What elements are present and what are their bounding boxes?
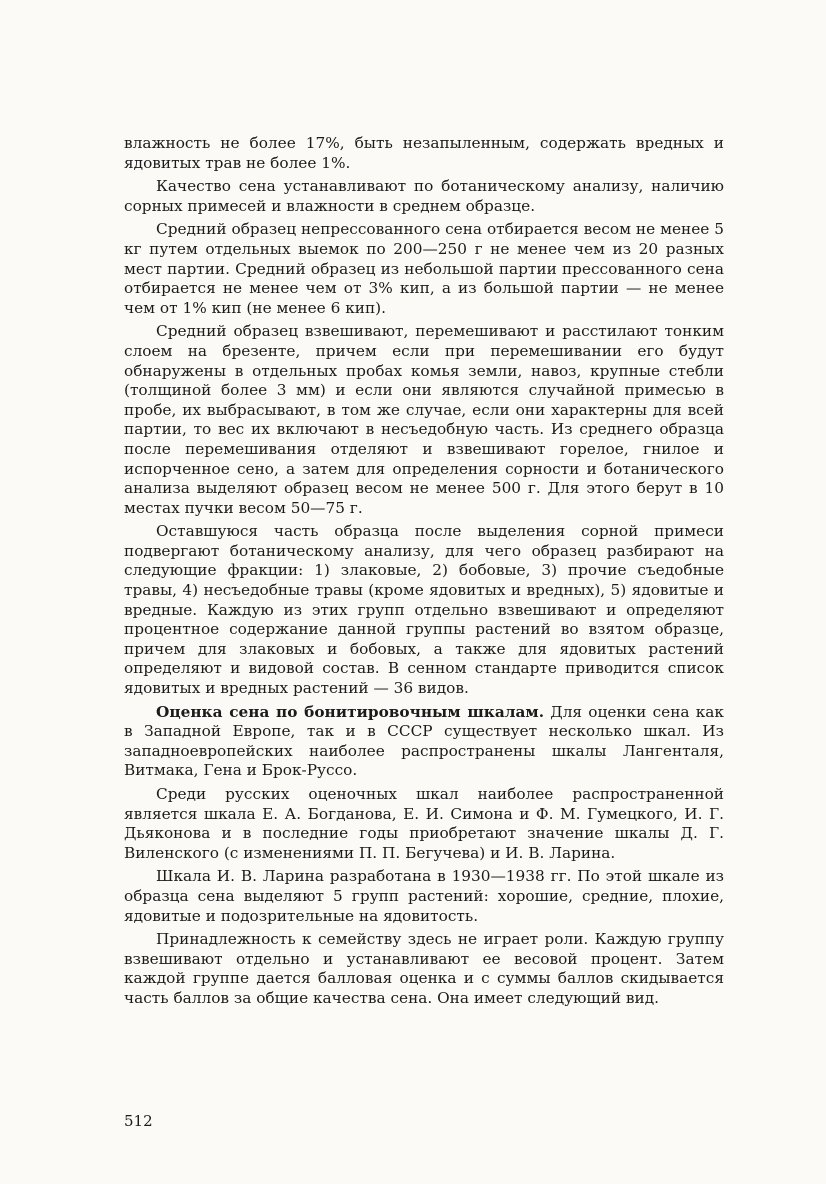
paragraph-botanical-analysis: Оставшуюся часть образца после выделения сорной примеси подвергают ботаническому анализу, для чего образец разбирают на следующие фракции: 1) злаковые, 2) бобовые, 3) прочие съедобные травы, 4) несъедобные травы (кроме ядовитых и вредных), 5) ядовитые и вредные. Каждую из этих групп отдельно взвешивают и определяют процентное содержание данной группы растений во взятом образце, причем для злаковых и бобовых, а также для ядовитых растений определяют и видовой состав. В сенном стандарте приводится список ядовитых и вредных растений — 36 видов.: [124, 522, 724, 698]
paragraph-sampling: Средний образец непрессованного сена отбирается весом не менее 5 кг путем отдельных выемок по 200—250 г не менее чем из 20 разных мест партии. Средний образец из небольшой партии прессованного сена отбирается не менее чем от 3% кип, а из большой партии — не менее чем от 1% кип (не менее 6 кип).: [124, 220, 724, 317]
paragraph-russian-scales: Среди русских оценочных шкал наиболее распространенной является шкала Е. А. Богданова, Е. И. Симона и Ф. М. Гумецкого, И. Г. Дьяконова и в последние годы приобретают значение шкалы Д. Г. Виленского (с изменениями П. П. Бегучева) и И. В. Ларина.: [124, 785, 724, 862]
page-body: [124, 134, 724, 1013]
paragraph-weighing: Средний образец взвешивают, перемешивают и расстилают тонким слоем на брезенте, причем если при перемешивании его будут обнаружены в отдельных пробах комья земли, навоз, крупные стебли (толщиной более 3 мм) и если они являются случайной примесью в пробе, их выбрасывают, в том же случае, если они характерны для всей партии, то вес их включают в несъедобную часть. Из среднего образца после перемешивания отделяют и взвешивают горелое, гнилое и испорченное сено, а затем для определения сорности и ботанического анализа выделяют образец весом не менее 500 г. Для этого берут в 10 местах пучки весом 50—75 г.: [124, 322, 724, 517]
paragraph-family: Принадлежность к семейству здесь не играет роли. Каждую группу взвешивают отдельно и устанавливают ее весовой процент. Затем каждой группе дается балловая оценка и с суммы баллов скидывается часть баллов за общие качества сена. Она имеет следующий вид.: [124, 930, 724, 1007]
paragraph-larin-scale: Шкала И. В. Ларина разработана в 1930—1938 гг. По этой шкале из образца сена выделяют 5 групп растений: хорошие, средние, плохие, ядовитые и подозрительные на ядовитость.: [124, 867, 724, 925]
paragraph-continuation: влажность не более 17%, быть незапыленным, содержать вредных и ядовитых трав не более 1%.: [124, 134, 724, 172]
page-number: 512: [124, 1112, 153, 1130]
paragraph-quality: Качество сена устанавливают по ботаническому анализу, наличию сорных примесей и влажности в среднем образце.: [124, 177, 724, 215]
paragraph-scales: [124, 703, 724, 781]
section-heading: Оценка сена по бонитировочным шкалам.: [156, 702, 545, 721]
paragraph-scales-text: Для оценки сена как в Западной Европе, так и в СССР существует несколько шкал. Из западноевропейских наиболее распространены шкалы Лангенталя, Витмака, Гена и Брок-Руссо.: [124, 702, 724, 780]
